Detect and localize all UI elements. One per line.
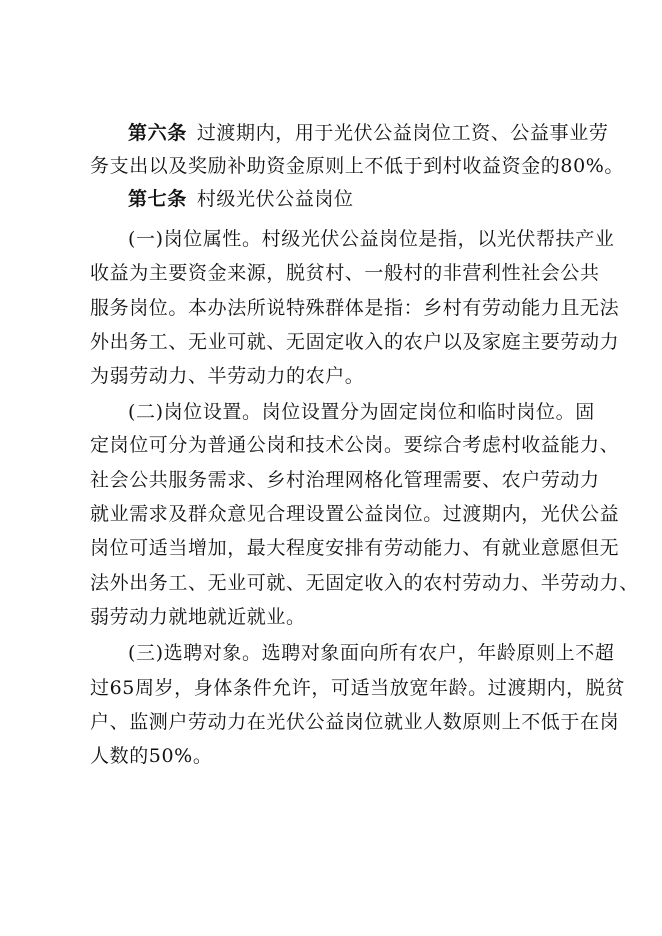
section2-line-1: (二)岗位设置。岗位设置分为固定岗位和临时岗位。固 [128, 401, 595, 423]
section1-line-2: 收益为主要资金来源，脱贫村、一般村的非营利性社会公共 [90, 262, 600, 284]
section1-line-3: 服务岗位。本办法所说特殊群体是指：乡村有劳动能力且无法 [90, 297, 620, 319]
section1-line-5: 为弱劳动力、半劳动力的农户。 [90, 365, 365, 387]
article7-title: 村级光伏公益岗位 [196, 188, 354, 210]
section2-line-5: 岗位可适当增加，最大程度安排有劳动能力、有就业意愿但无 [90, 537, 620, 559]
section2-line-3: 社会公共服务需求、乡村治理网格化管理需要、农户劳动力 [90, 469, 600, 491]
section3-line-2: 过65周岁，身体条件允许，可适当放宽年龄。过渡期内，脱贫 [90, 677, 625, 699]
article7-heading: 第七条 [128, 188, 187, 210]
section2-line-6: 法外出务工、无业可就、无固定收入的农村劳动力、半劳动力、 [90, 572, 639, 594]
section1-line-1: (一)岗位属性。村级光伏公益岗位是指，以光伏帮扶产业 [128, 228, 615, 250]
section2-line-7: 弱劳动力就地就近就业。 [90, 606, 306, 628]
section2-line-4: 就业需求及群众意见合理设置公益岗位。过渡期内，光伏公益 [90, 503, 620, 525]
article6-line-1 [128, 121, 608, 145]
section1-line-4: 外出务工、无业可就、无固定收入的农户以及家庭主要劳动力 [90, 331, 620, 353]
article6-heading: 第六条 [128, 122, 187, 144]
section3-line-3: 户、监测户劳动力在光伏公益岗位就业人数原则上不低于在岗 [90, 711, 620, 733]
article6-text-1: 过渡期内，用于光伏公益岗位工资、公益事业劳 [196, 122, 609, 144]
section3-line-4: 人数的50%。 [90, 745, 213, 767]
article7-line [128, 187, 354, 211]
section2-line-2: 定岗位可分为普通公岗和技术公岗。要综合考虑村收益能力、 [90, 434, 620, 456]
section3-line-1: (三)选聘对象。选聘对象面向所有农户，年龄原则上不超 [128, 642, 615, 664]
article6-line-2: 务支出以及奖励补助资金原则上不低于到村收益资金的80%。 [90, 155, 625, 177]
